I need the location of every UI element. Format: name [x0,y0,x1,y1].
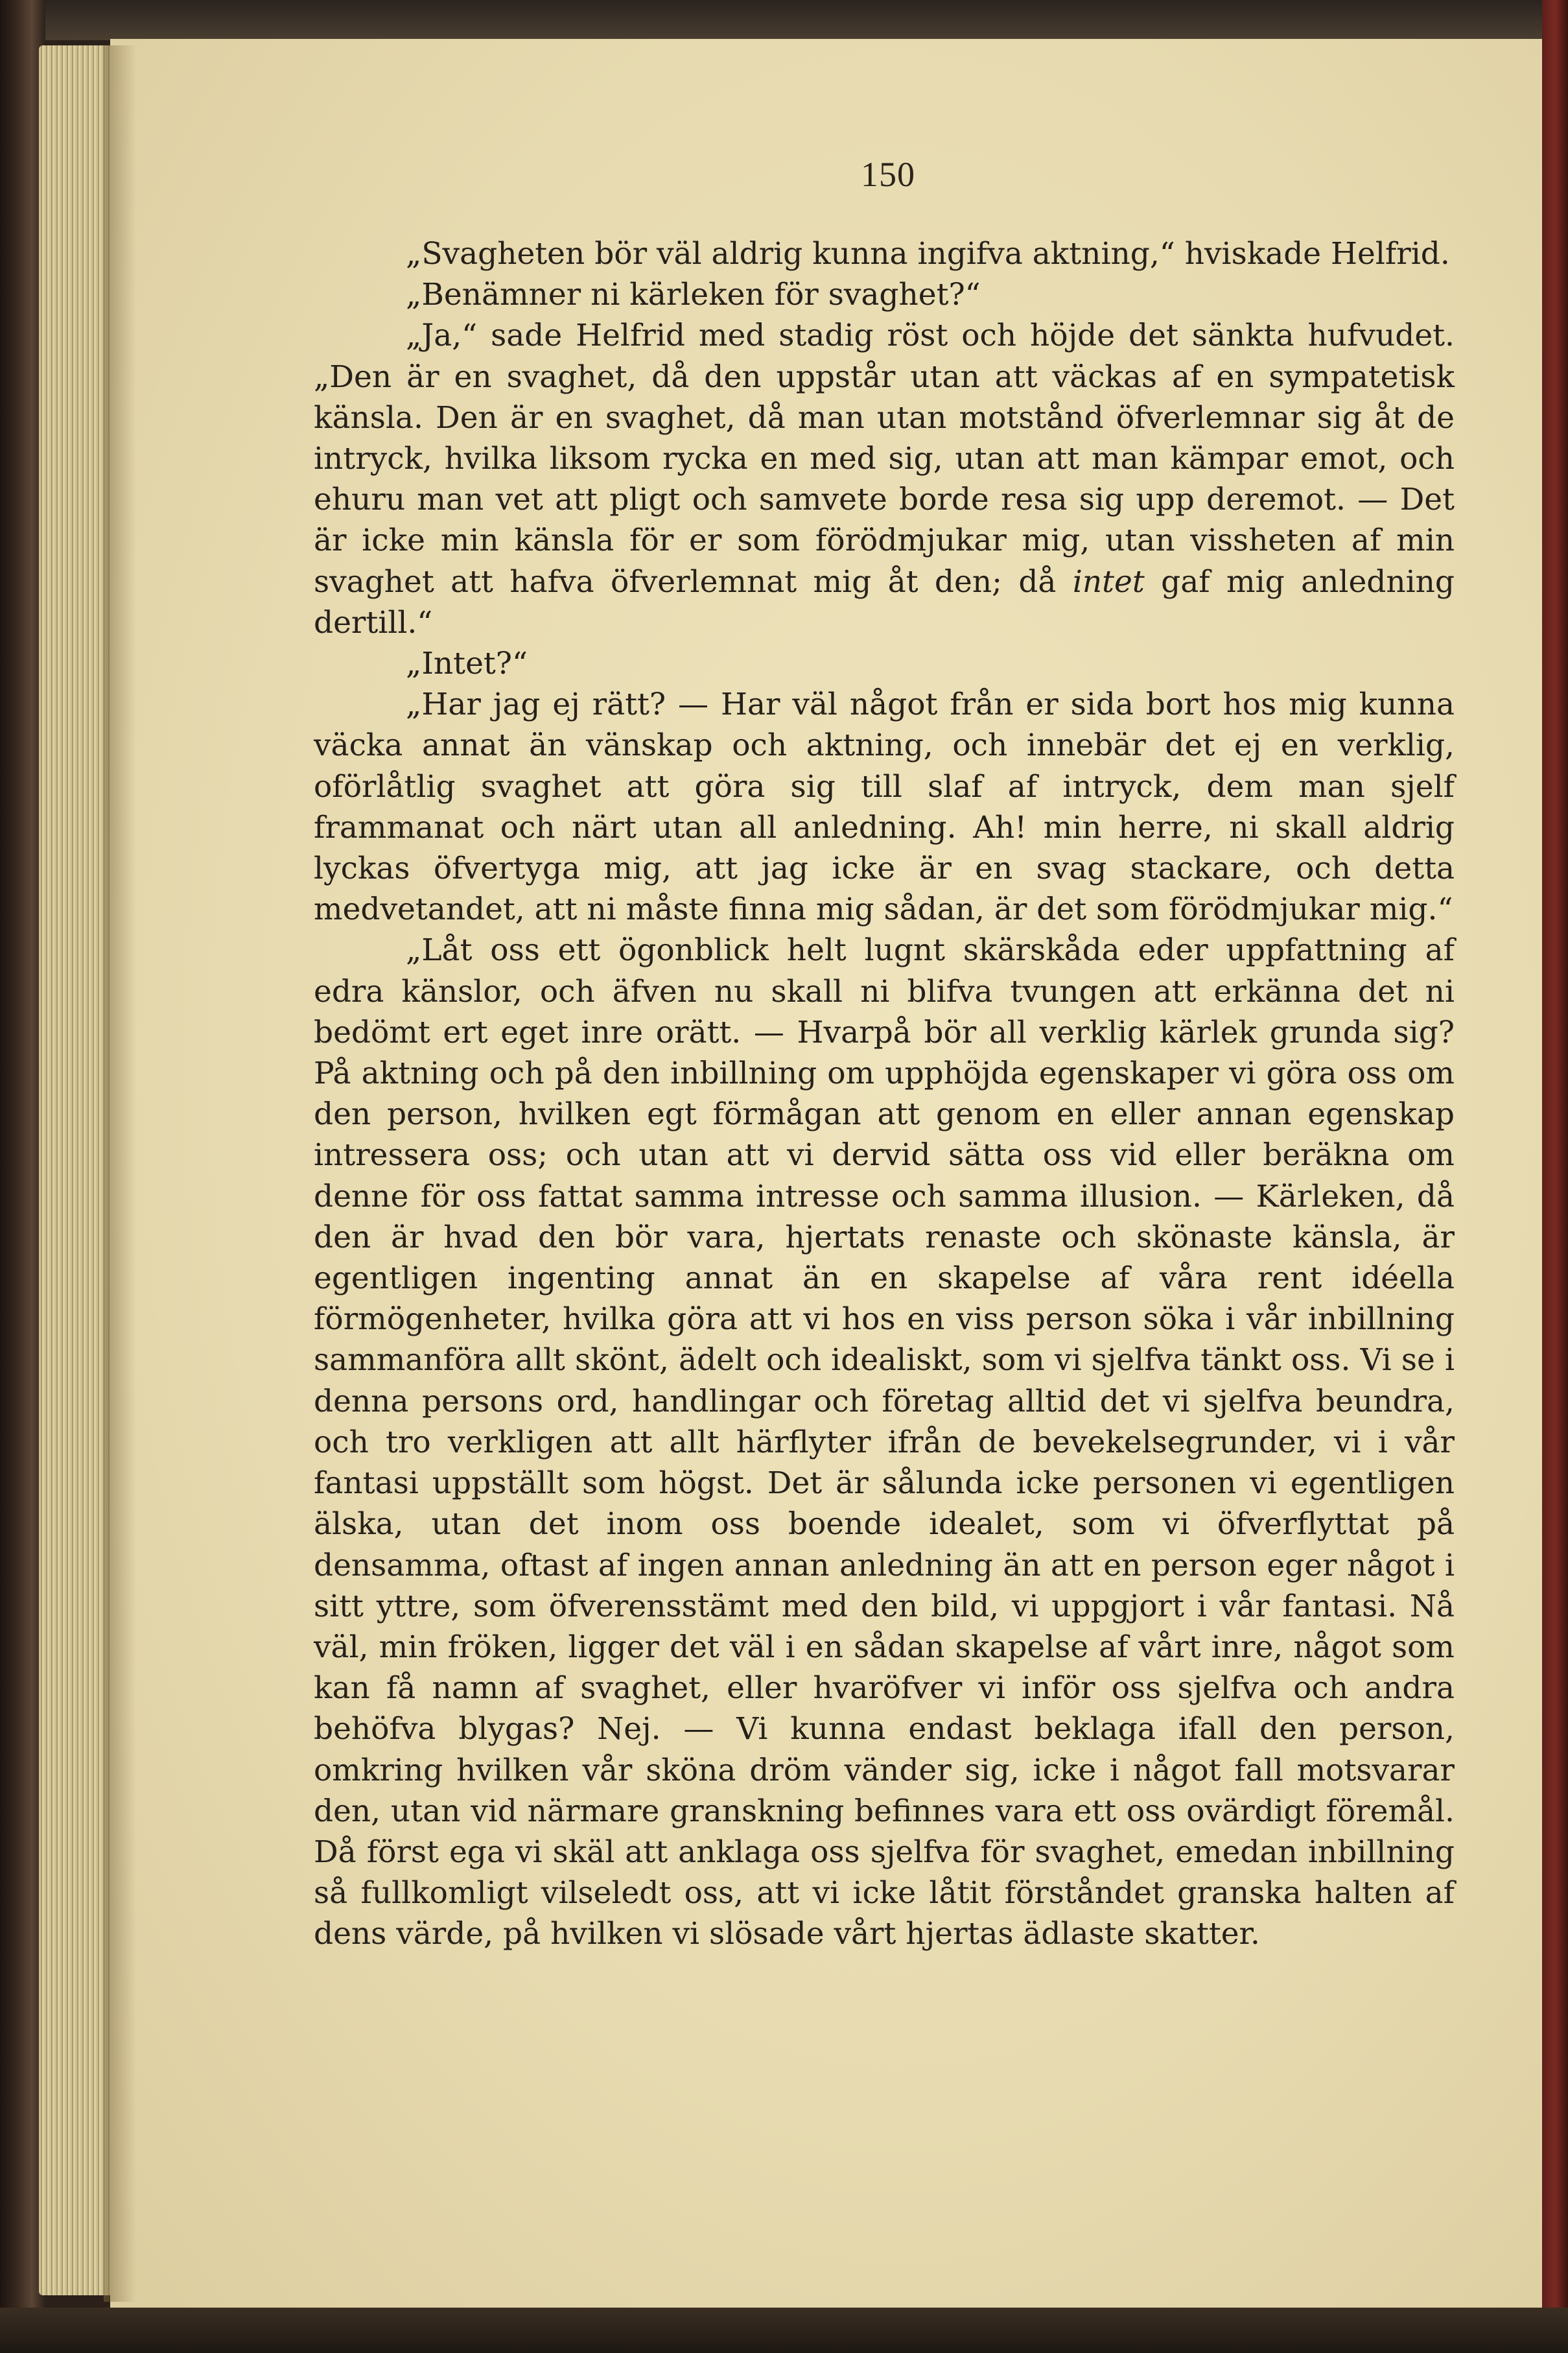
paragraph-text: „Låt oss ett ögonblick helt lugnt skärskåda eder uppfattning af edra känslor, och äfven nu skall ni blifva tvungen att erkänna det ni bedömt ert eget inre orätt. — Hvarpå bör all verklig kärlek grunda sig? På aktning och på den inbillning om upphöjda egenskaper vi göra oss om den person, hvilken egt förmågan att genom en eller annan egenskap intressera oss; och utan att vi dervid sätta oss vid eller beräkna om denne för oss fattat samma intresse och samma illusion. — Kärleken, då den är hvad den bör vara, hjertats renaste och skönaste känsla, är egentligen ingenting annat än en skapelse af våra rent idéella förmögenheter, hvilka göra att vi hos en viss person söka i vår inbillning sammanföra allt skönt, ädelt och idealiskt, som vi sjelfva tänkt oss. Vi se i denna persons ord, handlingar och företag alltid det vi sjelfva beundra, och tro verkligen att allt härflyter ifrån de bevekelsegrunder, vi i vår fantasi uppställt som högst. Det är sålunda icke personen vi egentligen älska, utan det inom oss boende idealet, som vi öfverflyttat på densamma, oftast af ingen annan anledning än att en person eger något i sitt yttre, som öfverensstämt med den bild, vi uppgjort i vår fantasi. Nå väl, min fröken, ligger det väl i en sådan skapelse af vårt inre, något som kan få namn af svaghet, eller hvaröfver vi inför oss sjelfva och andra behöfva blygas? Nej. — Vi kunna endast beklaga ifall den person, omkring hvilken vår sköna dröm vänder sig, icke i något fall motsvarar den, utan vid närmare granskning befinnes vara ett oss ovärdigt föremål. Då först ega vi skäl att anklaga oss sjelfva för svaghet, emedan inbillning så fullkomligt vilseledt oss, att vi icke låtit förståndet granska halten af dens värde, på hvilken vi slösade vårt hjertas ädlaste skatter. [314,932,1455,1952]
paragraph-text: „Benämner ni kärleken för svaghet?“ [406,277,981,313]
spine-shadow [104,45,136,2302]
emphasized-text: intet [1072,563,1145,600]
scan-top-edge [0,0,1568,40]
paragraph [314,684,1455,930]
paragraph [314,274,1455,315]
page-stack-edges [39,45,110,2295]
paragraph [314,643,1455,684]
paragraph [314,315,1455,643]
paragraph [314,233,1455,274]
paragraph-text: „Intet?“ [406,646,528,682]
page-number: 150 [861,155,915,194]
paragraph-text: „Har jag ej rätt? — Har väl något från er sida bort hos mig kunna väcka annat än vänskap och aktning, och innebär det ej en verklig, oförlåtlig svaghet att göra sig till slaf af intryck, dem man sjelf frammanat och närt utan all anledning. Ah! min herre, ni skall aldrig lyckas öfvertyga mig, att jag icke är en svag stackare, och detta medvetandet, att ni måste finna mig sådan, är det som förödmjukar mig.“ [314,687,1455,928]
paragraph [314,930,1455,1954]
paragraph-text: „Ja,“ sade Helfrid med stadig röst och höjde det sänkta hufvudet. „Den är en svaghet, då den uppstår utan att väckas af en sympatetisk känsla. Den är en svaghet, då man utan motstånd öfverlemnar sig åt de intryck, hvilka liksom rycka en med sig, utan att man kämpar emot, och ehuru man vet att pligt och samvete borde resa sig upp deremot. — Det är icke min känsla för er som förödmjukar mig, utan vissheten af min svaghet att hafva öfverlemnat mig åt den; då [314,318,1455,600]
paragraph-text: „Svagheten bör väl aldrig kunna ingifva aktning,“ hviskade Helfrid. [406,236,1450,272]
scan-bottom-edge [0,2308,1568,2353]
scan-right-edge [1542,0,1568,2353]
body-text [314,233,1455,1955]
paragraph-text: gaf mig anledning dertill.“ [314,563,1455,641]
